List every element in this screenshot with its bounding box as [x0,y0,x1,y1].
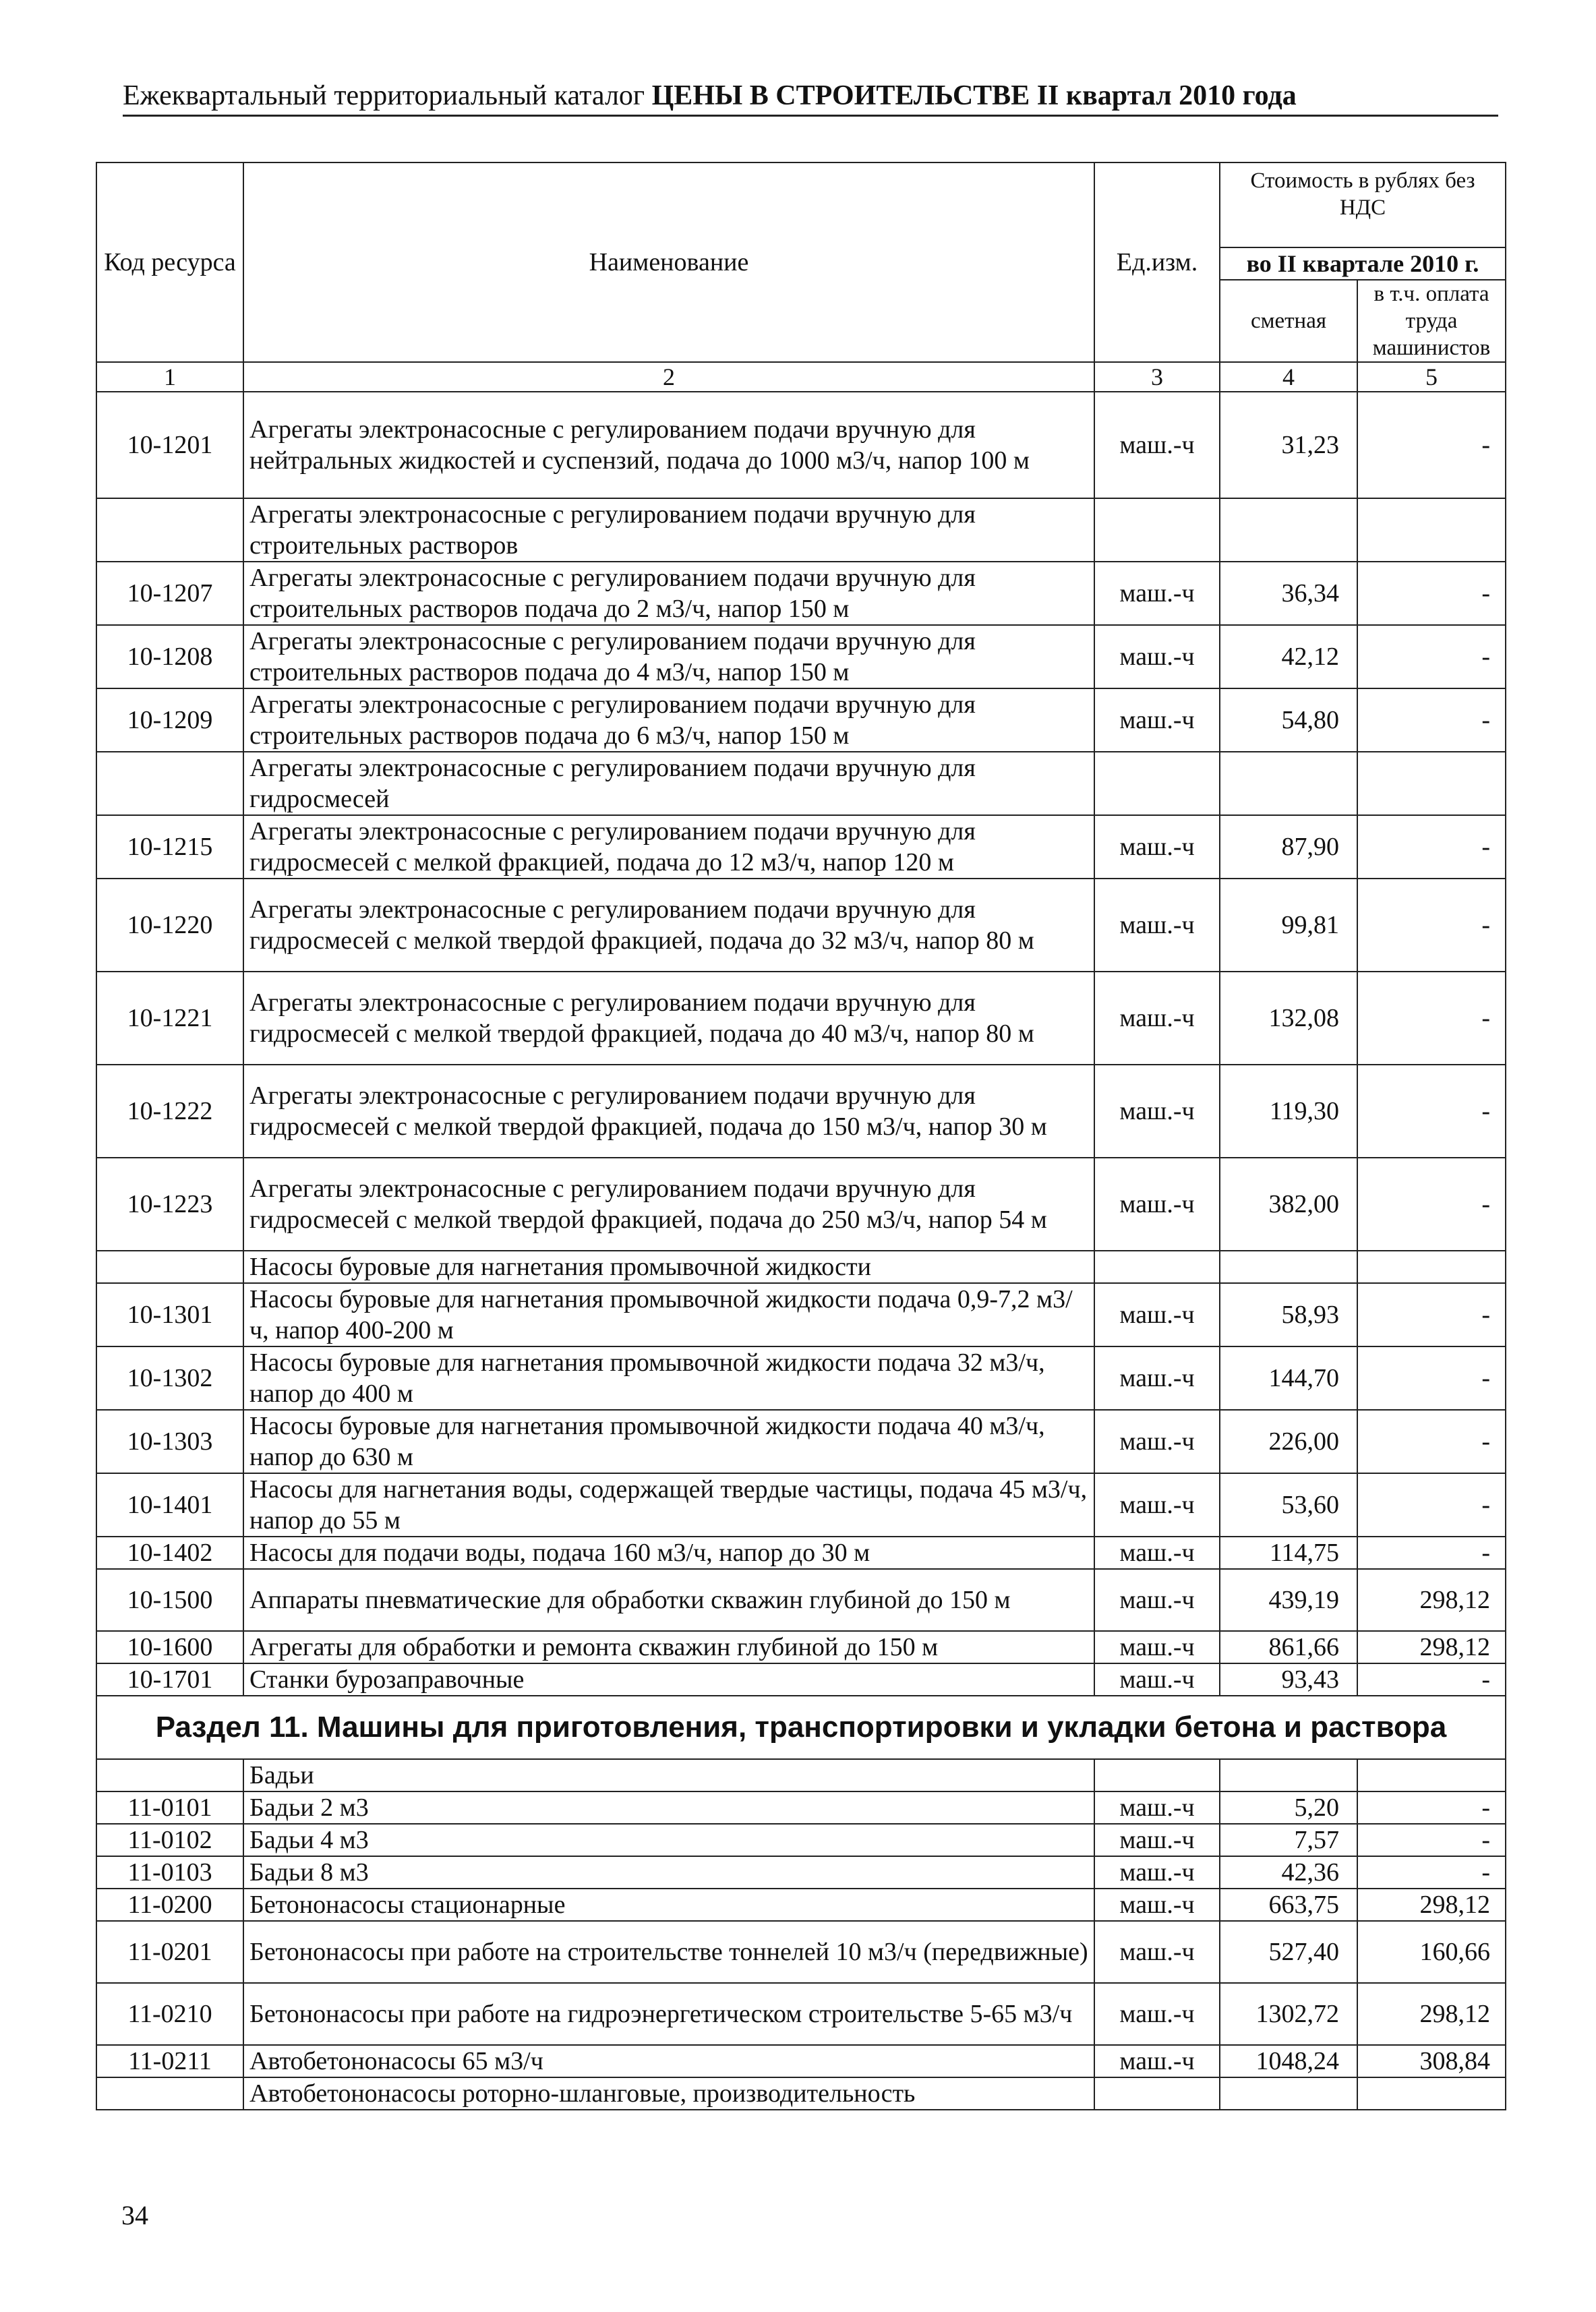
labor-cost: 298,12 [1357,1983,1506,2045]
unit-of-measure: маш.-ч [1094,1410,1220,1473]
labor-cost: - [1357,1856,1506,1889]
resource-code: 11-0101 [96,1791,243,1824]
estimated-price: 1302,72 [1220,1983,1357,2045]
table-row [96,1856,1506,1889]
unit-of-measure: маш.-ч [1094,2045,1220,2077]
resource-code: 11-0211 [96,2045,243,2077]
unit-of-measure: маш.-ч [1094,1824,1220,1856]
table-row [96,1569,1506,1631]
resource-code: 10-1401 [96,1473,243,1537]
resource-code: 10-1303 [96,1410,243,1473]
resource-name: Насосы буровые для нагнетания промывочной жидкости [243,1251,1094,1283]
resource-name: Агрегаты электронасосные с регулированием подачи вручную для гидросмесей с мелкой твердой фракцией, подача до 40 м3/ч, напор 80 м [243,972,1094,1065]
header-name: Наименование [243,162,1094,362]
estimated-price: 87,90 [1220,815,1357,879]
estimated-price [1220,1759,1357,1791]
resource-name: Бадьи [243,1759,1094,1791]
resource-name: Насосы для нагнетания воды, содержащей твердые частицы, подача 45 м3/ч, напор до 55 м [243,1473,1094,1537]
estimated-price: 42,36 [1220,1856,1357,1889]
estimated-price: 861,66 [1220,1631,1357,1663]
resource-code [96,498,243,562]
estimated-price: 36,34 [1220,562,1357,625]
table-row [96,1410,1506,1473]
table-row [96,1824,1506,1856]
unit-of-measure: маш.-ч [1094,392,1220,498]
resource-code: 11-0103 [96,1856,243,1889]
resource-name: Агрегаты электронасосные с регулированием подачи вручную для гидросмесей с мелкой твердой фракцией, подача до 250 м3/ч, напор 54 м [243,1158,1094,1251]
price-table [96,162,1506,2110]
table-row [96,1537,1506,1569]
header-unit: Ед.изм. [1094,162,1220,362]
labor-cost: - [1357,1410,1506,1473]
labor-cost: - [1357,1537,1506,1569]
estimated-price: 42,12 [1220,625,1357,688]
labor-cost: - [1357,1158,1506,1251]
labor-cost [1357,1759,1506,1791]
resource-name: Агрегаты электронасосные с регулированием подачи вручную для строительных растворов [243,498,1094,562]
resource-code: 10-1222 [96,1065,243,1158]
table-row [96,1983,1506,2045]
unit-of-measure: маш.-ч [1094,972,1220,1065]
column-number: 2 [243,362,1094,392]
unit-of-measure: маш.-ч [1094,1889,1220,1921]
labor-cost: - [1357,688,1506,752]
labor-cost: 298,12 [1357,1631,1506,1663]
labor-cost: - [1357,1473,1506,1537]
estimated-price: 31,23 [1220,392,1357,498]
estimated-price: 7,57 [1220,1824,1357,1856]
table-row [96,815,1506,879]
table-row [96,1791,1506,1824]
resource-name: Бадьи 2 м3 [243,1791,1094,1824]
unit-of-measure: маш.-ч [1094,1983,1220,2045]
estimated-price [1220,2077,1357,2110]
resource-code: 11-0201 [96,1921,243,1983]
resource-code [96,752,243,815]
header-cost-group [1220,162,1506,247]
labor-cost: - [1357,1791,1506,1824]
table-row [96,1283,1506,1346]
section-heading-row [96,1696,1506,1759]
resource-code: 10-1600 [96,1631,243,1663]
table-row [96,688,1506,752]
resource-code: 11-0102 [96,1824,243,1856]
resource-name: Агрегаты электронасосные с регулированием подачи вручную для нейтральных жидкостей и суспензий, подача до 1000 м3/ч, напор 100 м [243,392,1094,498]
section-title: Раздел 11. Машины для приготовления, транспортировки и укладки бетона и раствора [96,1696,1506,1759]
estimated-price: 93,43 [1220,1663,1357,1696]
unit-of-measure [1094,752,1220,815]
unit-of-measure [1094,1251,1220,1283]
resource-code: 10-1209 [96,688,243,752]
labor-cost: - [1357,1663,1506,1696]
table-row [96,1065,1506,1158]
resource-code: 10-1220 [96,879,243,972]
column-number: 4 [1220,362,1357,392]
resource-name: Агрегаты электронасосные с регулированием подачи вручную для гидросмесей [243,752,1094,815]
labor-cost: 298,12 [1357,1569,1506,1631]
estimated-price: 439,19 [1220,1569,1357,1631]
unit-of-measure: маш.-ч [1094,1065,1220,1158]
table-row [96,1921,1506,1983]
labor-cost [1357,2077,1506,2110]
resource-name: Бетононасосы стационарные [243,1889,1094,1921]
estimated-price: 663,75 [1220,1889,1357,1921]
resource-name: Аппараты пневматические для обработки скважин глубиной до 150 м [243,1569,1094,1631]
estimated-price: 53,60 [1220,1473,1357,1537]
resource-name: Насосы буровые для нагнетания промывочной жидкости подача 0,9-7,2 м3/ч, напор 400-200 м [243,1283,1094,1346]
table-row [96,1663,1506,1696]
unit-of-measure: маш.-ч [1094,1921,1220,1983]
resource-code: 10-1301 [96,1283,243,1346]
table-row [96,1889,1506,1921]
estimated-price: 527,40 [1220,1921,1357,1983]
labor-cost [1357,1251,1506,1283]
table-row [96,625,1506,688]
resource-code: 10-1223 [96,1158,243,1251]
header-code: Код ресурса [96,162,243,362]
resource-name: Станки бурозаправочные [243,1663,1094,1696]
labor-cost: - [1357,815,1506,879]
page-number: 34 [121,2200,148,2230]
unit-of-measure [1094,498,1220,562]
resource-name: Автобетононасосы роторно-шланговые, производительность [243,2077,1094,2110]
table-row [96,1158,1506,1251]
resource-name: Агрегаты электронасосные с регулированием подачи вручную для строительных растворов подача до 2 м3/ч, напор 150 м [243,562,1094,625]
resource-name: Автобетононасосы 65 м3/ч [243,2045,1094,2077]
resource-name: Насосы для подачи воды, подача 160 м3/ч, напор до 30 м [243,1537,1094,1569]
resource-code: 10-1215 [96,815,243,879]
column-number: 1 [96,362,243,392]
resource-code: 10-1208 [96,625,243,688]
labor-cost: - [1357,879,1506,972]
estimated-price [1220,752,1357,815]
unit-of-measure: маш.-ч [1094,1791,1220,1824]
resource-name: Бетононасосы при работе на строительстве тоннелей 10 м3/ч (передвижные) [243,1921,1094,1983]
resource-code [96,1759,243,1791]
estimated-price: 1048,24 [1220,2045,1357,2077]
header-prefix: Ежеквартальный территориальный каталог [123,80,645,111]
table-row [96,392,1506,498]
resource-code: 10-1201 [96,392,243,498]
table-row [96,562,1506,625]
unit-of-measure: маш.-ч [1094,879,1220,972]
unit-of-measure: маш.-ч [1094,815,1220,879]
unit-of-measure: маш.-ч [1094,1569,1220,1631]
estimated-price: 226,00 [1220,1410,1357,1473]
estimated-price: 54,80 [1220,688,1357,752]
estimated-price: 5,20 [1220,1791,1357,1824]
labor-cost: 308,84 [1357,2045,1506,2077]
labor-cost: - [1357,625,1506,688]
resource-code: 10-1402 [96,1537,243,1569]
column-number: 5 [1357,362,1506,392]
header-cost-label: Стоимость в рублях без НДС [1250,169,1475,220]
resource-name: Агрегаты электронасосные с регулированием подачи вручную для строительных растворов подача до 4 м3/ч, напор 150 м [243,625,1094,688]
resource-name: Бадьи 4 м3 [243,1824,1094,1856]
unit-of-measure: маш.-ч [1094,1473,1220,1537]
estimated-price: 144,70 [1220,1346,1357,1410]
table-body-section-10 [96,392,1506,1696]
section-heading-group [96,1696,1506,1759]
resource-name: Насосы буровые для нагнетания промывочной жидкости подача 32 м3/ч, напор до 400 м [243,1346,1094,1410]
resource-code: 10-1221 [96,972,243,1065]
header-labor: в т.ч. оплата труда машинистов [1357,280,1506,362]
unit-of-measure: маш.-ч [1094,1537,1220,1569]
unit-of-measure: маш.-ч [1094,1158,1220,1251]
resource-name: Агрегаты электронасосные с регулированием подачи вручную для гидросмесей с мелкой твердой фракцией, подача до 150 м3/ч, напор 30 м [243,1065,1094,1158]
unit-of-measure: маш.-ч [1094,1663,1220,1696]
labor-cost: 160,66 [1357,1921,1506,1983]
unit-of-measure: маш.-ч [1094,1346,1220,1410]
resource-name: Агрегаты электронасосные с регулированием подачи вручную для строительных растворов подача до 6 м3/ч, напор 150 м [243,688,1094,752]
resource-code: 11-0210 [96,1983,243,2045]
table-row [96,1473,1506,1537]
table-body-section-11 [96,1759,1506,2110]
resource-code: 10-1207 [96,562,243,625]
estimated-price: 132,08 [1220,972,1357,1065]
resource-code: 10-1500 [96,1569,243,1631]
labor-cost: - [1357,1065,1506,1158]
unit-of-measure: маш.-ч [1094,562,1220,625]
table-row [96,1346,1506,1410]
table-row [96,2045,1506,2077]
resource-code [96,1251,243,1283]
table-row [96,972,1506,1065]
unit-of-measure: маш.-ч [1094,1631,1220,1663]
estimated-price [1220,1251,1357,1283]
page-header [123,80,1498,117]
resource-name: Насосы буровые для нагнетания промывочной жидкости подача 40 м3/ч, напор до 630 м [243,1410,1094,1473]
resource-name: Агрегаты электронасосные с регулированием подачи вручную для гидросмесей с мелкой фракцией, подача до 12 м3/ч, напор 120 м [243,815,1094,879]
table-row [96,1759,1506,1791]
header-estimate: сметная [1220,280,1357,362]
resource-code: 10-1302 [96,1346,243,1410]
unit-of-measure: маш.-ч [1094,688,1220,752]
resource-code [96,2077,243,2110]
resource-name: Бадьи 8 м3 [243,1856,1094,1889]
table-row [96,2077,1506,2110]
labor-cost [1357,752,1506,815]
labor-cost: - [1357,1824,1506,1856]
estimated-price: 58,93 [1220,1283,1357,1346]
unit-of-measure: маш.-ч [1094,1856,1220,1889]
estimated-price: 114,75 [1220,1537,1357,1569]
estimated-price: 382,00 [1220,1158,1357,1251]
labor-cost: - [1357,1283,1506,1346]
resource-name: Агрегаты для обработки и ремонта скважин глубиной до 150 м [243,1631,1094,1663]
header-title: ЦЕНЫ В СТРОИТЕЛЬСТВЕ II квартал 2010 года [651,80,1297,111]
column-number: 3 [1094,362,1220,392]
table-row [96,1251,1506,1283]
estimated-price: 99,81 [1220,879,1357,972]
labor-cost: - [1357,1346,1506,1410]
estimated-price: 119,30 [1220,1065,1357,1158]
table-row [96,1631,1506,1663]
resource-name: Агрегаты электронасосные с регулированием подачи вручную для гидросмесей с мелкой твердой фракцией, подача до 32 м3/ч, напор 80 м [243,879,1094,972]
labor-cost [1357,498,1506,562]
unit-of-measure: маш.-ч [1094,1283,1220,1346]
labor-cost: 298,12 [1357,1889,1506,1921]
estimated-price [1220,498,1357,562]
labor-cost: - [1357,392,1506,498]
table-row [96,879,1506,972]
table-row [96,498,1506,562]
unit-of-measure [1094,1759,1220,1791]
resource-code: 11-0200 [96,1889,243,1921]
resource-code: 10-1701 [96,1663,243,1696]
column-numbers-row [96,362,1506,392]
unit-of-measure [1094,2077,1220,2110]
labor-cost: - [1357,972,1506,1065]
header-period: во II квартале 2010 г. [1220,247,1506,280]
resource-name: Бетононасосы при работе на гидроэнергетическом строительстве 5-65 м3/ч [243,1983,1094,2045]
table-row [96,752,1506,815]
labor-cost: - [1357,562,1506,625]
price-table-container [96,162,1505,2110]
unit-of-measure: маш.-ч [1094,625,1220,688]
